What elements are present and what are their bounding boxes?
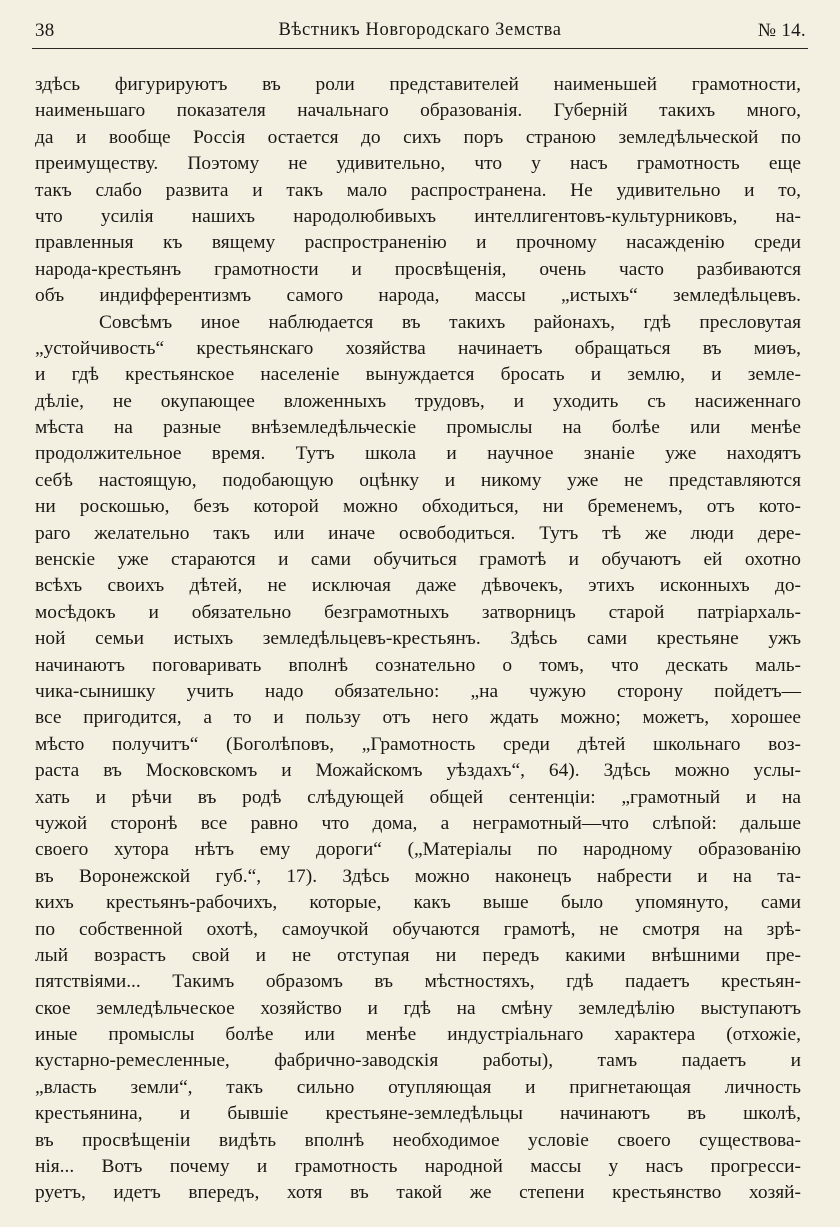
text-line: венскіе уже стараются и сами обучиться грамотѣ и обучаютъ ей охотно bbox=[35, 549, 801, 571]
text-line: „власть земли“, такъ сильно отупляющая и пригнетающая личность bbox=[35, 1076, 801, 1098]
text-line: ной семьи истыхъ земледѣльцевъ-крестьянъ. Здѣсь сами крестьяне ужъ bbox=[35, 628, 801, 650]
text-line: ское земледѣльческое хозяйство и гдѣ на смѣну земледѣлію выступаютъ bbox=[35, 997, 801, 1019]
text-line: хать и рѣчи въ родѣ слѣдующей общей сентенціи: „грамотный и на bbox=[35, 786, 801, 808]
text-line: своего хутора нѣтъ ему дороги“ („Матеріалы по народному образованію bbox=[35, 839, 801, 861]
text-line: себѣ настоящую, подобающую оцѣнку и никому уже не представляются bbox=[35, 469, 801, 491]
text-line: кихъ крестьянъ-рабочихъ, которые, какъ выше было упомянуто, сами bbox=[35, 892, 801, 914]
text-line: объ индифферентизмъ самого народа, массы „истыхъ“ земледѣльцевъ. bbox=[35, 285, 801, 307]
header-rule bbox=[32, 48, 808, 49]
text-line: пятствіями... Такимъ образомъ въ мѣстностяхъ, гдѣ падаетъ крестьян- bbox=[35, 971, 801, 993]
text-line: здѣсь фигурируютъ въ роли представителей наименьшей грамотности, bbox=[35, 74, 801, 95]
text-line: что усилія нашихъ народолюбивыхъ интеллигентовъ-культурниковъ, на- bbox=[35, 205, 801, 227]
text-line: въ Воронежской губ.“, 17). Здѣсь можно наконецъ набрести и на та- bbox=[35, 865, 801, 887]
text-line: такъ слабо развита и такъ мало распространена. Не удивительно и то, bbox=[35, 179, 801, 201]
text-line: народа-крестьянъ грамотности и просвѣщенія, очень часто разбиваются bbox=[35, 258, 801, 280]
text-line: дѣліе, не окупающее вложенныхъ трудовъ, и уходить съ насиженнаго bbox=[35, 390, 801, 412]
text-line: нія... Вотъ почему и грамотность народной массы у насъ прогресси- bbox=[35, 1156, 801, 1178]
text-line: „устойчивость“ крестьянскаго хозяйства начинаетъ обращаться въ миѳъ, bbox=[35, 337, 801, 359]
text-line: да и вообще Россія остается до сихъ поръ страною земледѣльческой по bbox=[35, 126, 801, 148]
text-line: правленныя къ вящему распространенію и прочному насажденію среди bbox=[35, 232, 801, 254]
page-number: 38 bbox=[35, 20, 55, 41]
text-line: мосѣдокъ и обязательно безграмотныхъ затворницъ старой патріархаль- bbox=[35, 601, 801, 623]
text-line: продолжительное время. Тутъ школа и научное знаніе уже находятъ bbox=[35, 443, 801, 465]
text-line: кустарно-ремесленные, фабрично-заводскія работы), тамъ падаетъ и bbox=[35, 1050, 801, 1072]
journal-title: Вѣстникъ Новгородскаго Земства bbox=[278, 20, 562, 40]
body-text bbox=[35, 72, 801, 1207]
text-line: лый возрастъ свой и не отступая ни передъ какими внѣшними пре- bbox=[35, 944, 801, 966]
issue-number: № 14. bbox=[757, 20, 806, 41]
text-line: раста въ Московскомъ и Можайскомъ уѣздахъ“, 64). Здѣсь можно услы- bbox=[35, 760, 801, 782]
text-line: чика-сынишку учить надо обязательно: „на чужую сторону пойдетъ— bbox=[35, 680, 801, 702]
text-line: преимуществу. Поэтому не удивительно, что у насъ грамотность еще bbox=[35, 153, 801, 175]
text-line: Совсѣмъ иное наблюдается въ такихъ районахъ, гдѣ пресловутая bbox=[99, 311, 801, 333]
text-line: чужой сторонѣ все равно что дома, а неграмотный—что слѣпой: дальше bbox=[35, 812, 801, 834]
text-line: раго желательно такъ или иначе освободиться. Тутъ тѣ же люди дере- bbox=[35, 522, 801, 544]
text-line: всѣхъ своихъ дѣтей, не исключая даже дѣвочекъ, этихъ исконныхъ до- bbox=[35, 575, 801, 597]
text-line: и гдѣ крестьянское населеніе вынуждается бросать и землю, и земле- bbox=[35, 364, 801, 386]
text-line: иные промыслы болѣе или менѣе индустріальнаго характера (отхожіе, bbox=[35, 1024, 801, 1046]
text-line: мѣста на разные внѣземледѣльческіе промыслы на болѣе или менѣе bbox=[35, 417, 801, 439]
text-line: начинаютъ поговаривать вполнѣ сознательно о томъ, что дескать маль- bbox=[35, 654, 801, 676]
running-header bbox=[32, 20, 808, 48]
text-line: мѣсто получитъ“ (Боголѣповъ, „Грамотность среди дѣтей школьнаго воз- bbox=[35, 733, 801, 755]
text-line: въ просвѣщеніи видѣть вполнѣ необходимое условіе своего существова- bbox=[35, 1129, 801, 1151]
text-line: все пригодится, а то и пользу отъ него ждать можно; можетъ, хорошее bbox=[35, 707, 801, 729]
text-line: крестьянина, и бывшіе крестьяне-земледѣльцы начинаютъ въ школѣ, bbox=[35, 1103, 801, 1125]
text-line: по собственной охотѣ, самоучкой обучаются грамотѣ, не смотря на зрѣ- bbox=[35, 918, 801, 940]
text-line: ни роскошью, безъ которой можно обходиться, ни бременемъ, отъ кото- bbox=[35, 496, 801, 518]
text-line: наименьшаго показателя начальнаго образованія. Губерній такихъ много, bbox=[35, 100, 801, 122]
text-line: руетъ, идетъ впередъ, хотя въ такой же степени крестьянство хозяй- bbox=[35, 1182, 801, 1204]
